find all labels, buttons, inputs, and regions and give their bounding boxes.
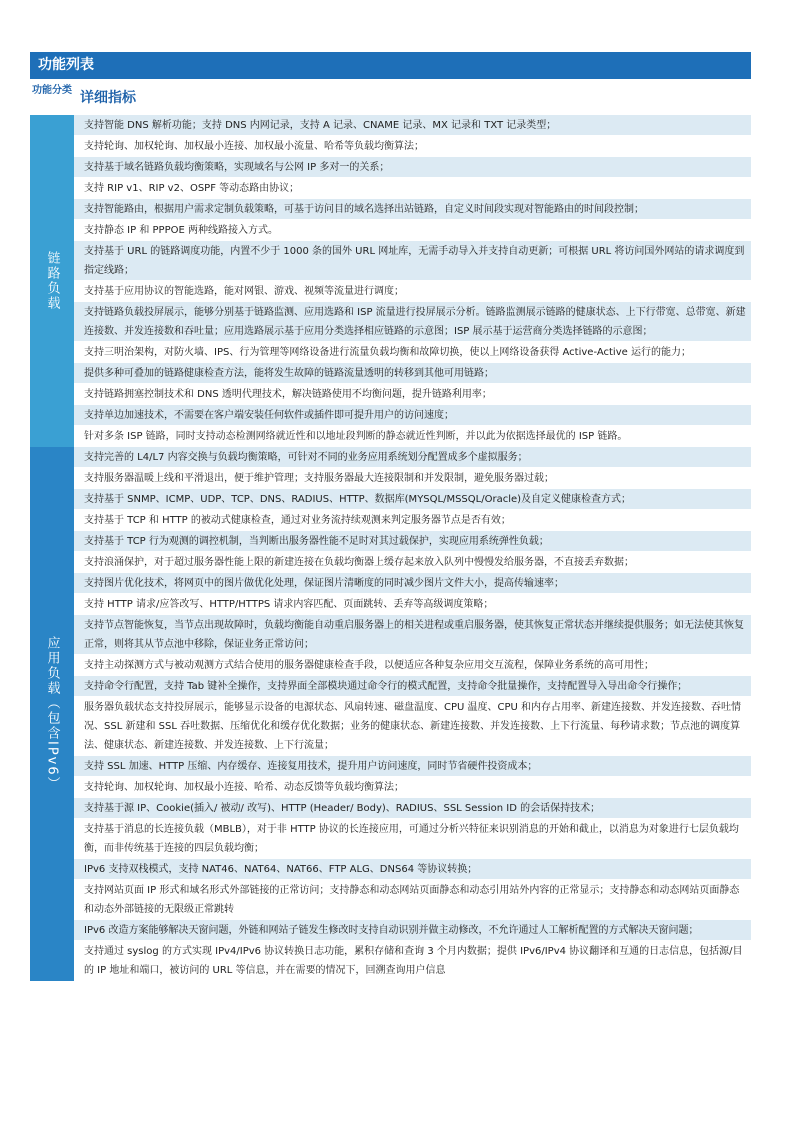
category-label: 应用负载（包含IPv6）: [44, 636, 60, 792]
table-row: 支持主动探测方式与被动观测方式结合使用的服务器健康检查手段，以便适应各种复杂应用交互流程，保障业务系统的高可用性；: [74, 655, 751, 676]
table-header: [30, 81, 751, 115]
table-row: IPv6 支持双栈模式，支持 NAT46、NAT64、NAT66、FTP ALG、DNS64 等协议转换；: [74, 859, 751, 880]
category-cell: [30, 115, 74, 447]
table-row: 支持基于 URL 的链路调度功能，内置不少于 1000 条的国外 URL 网址库，无需手动导入并支持自动更新；可根据 URL 将访问国外网站的请求调度到指定线路；: [74, 241, 751, 281]
feature-group: [30, 115, 751, 447]
table-row: 支持图片优化技术，将网页中的图片做优化处理，保证图片清晰度的同时减少图片文件大小，提高传输速率；: [74, 573, 751, 594]
table-row: 支持智能 DNS 解析功能；支持 DNS 内网记录，支持 A 记录、CNAME 记录、MX 记录和 TXT 记录类型；: [74, 115, 751, 136]
category-cell: [30, 447, 74, 981]
table-row: 支持链路拥塞控制技术和 DNS 透明代理技术，解决链路使用不均衡问题，提升链路利用率；: [74, 384, 751, 405]
table-row: 支持静态 IP 和 PPPOE 两种线路接入方式。: [74, 220, 751, 241]
table-row: 支持基于 TCP 和 HTTP 的被动式健康检查，通过对业务流持续观测来判定服务器节点是否有效；: [74, 510, 751, 531]
table-row: 支持轮询、加权轮询、加权最小连接、哈希、动态反馈等负载均衡算法；: [74, 777, 751, 798]
table-row: 服务器负载状态支持投屏展示，能够显示设备的电源状态、风扇转速、磁盘温度、CPU 温度、CPU 和内存占用率、新建连接数、并发连接数、吞吐情况、SSL 新建和 SSL 吞吐数据、压缩优化和缓存优化数据；业务的健康状态、新建连接数、并发连接数、上下行流量、每秒请求数；节点池的调度算法、健康状态、新建连接数、并发连接数、上下行流量；: [74, 697, 751, 756]
table-row: 支持 SSL 加速、HTTP 压缩、内存缓存、连接复用技术，提升用户访问速度，同时节省硬件投资成本；: [74, 756, 751, 777]
table-row: 支持节点智能恢复，当节点出现故障时，负载均衡能自动重启服务器上的相关进程或重启服务器，使其恢复正常状态并继续提供服务；如无法使其恢复正常，则将其从节点池中移除，保证业务正常访问；: [74, 615, 751, 655]
table-row: 支持单边加速技术，不需要在客户端安装任何软件或插件即可提升用户的访问速度；: [74, 405, 751, 426]
table-row: 支持命令行配置，支持 Tab 键补全操作，支持界面全部模块通过命令行的模式配置，支持命令批量操作，支持配置导入导出命令行操作；: [74, 676, 751, 697]
feature-group: [30, 447, 751, 981]
category-label: 链路负载: [44, 251, 60, 311]
table-row: 支持基于应用协议的智能选路，能对网银、游戏、视频等流量进行调度；: [74, 281, 751, 302]
table-row: 支持基于 TCP 行为观测的调控机制，当判断出服务器性能不足时对其过载保护，实现应用系统弹性负载；: [74, 531, 751, 552]
table-row: 支持基于域名链路负载均衡策略，实现域名与公网 IP 多对一的关系；: [74, 157, 751, 178]
table-row: 支持三明治架构，对防火墙、IPS、行为管理等网络设备进行流量负载均衡和故障切换，使以上网络设备获得 Active-Active 运行的能力；: [74, 342, 751, 363]
header-category: 功能分类: [32, 85, 72, 96]
header-detail: 详细指标: [80, 90, 136, 106]
table-row: 提供多种可叠加的链路健康检查方法，能将发生故障的链路流量透明的转移到其他可用链路；: [74, 363, 751, 384]
table-row: 支持基于消息的长连接负载（MBLB），对于非 HTTP 协议的长连接应用，可通过分析兴特征来识别消息的开始和截止，以消息为对象进行七层负载均衡，而非传统基于连接的四层负载均衡；: [74, 819, 751, 859]
table-row: 支持完善的 L4/L7 内容交换与负载均衡策略，可针对不同的业务应用系统划分配置成多个虚拟服务；: [74, 447, 751, 468]
table-row: 支持服务器温暖上线和平滑退出，便于维护管理；支持服务器最大连接限制和并发限制，避免服务器过载；: [74, 468, 751, 489]
table-row: 支持轮询、加权轮询、加权最小连接、加权最小流量、哈希等负载均衡算法；: [74, 136, 751, 157]
table-row: 支持浪涌保护，对于超过服务器性能上限的新建连接在负载均衡器上缓存起来放入队列中慢慢发给服务器，不直接丢弃数据；: [74, 552, 751, 573]
feature-table: [30, 115, 751, 981]
table-row: 支持通过 syslog 的方式实现 IPv4/IPv6 协议转换日志功能，累积存储和查询 3 个月内数据；提供 IPv6/IPv4 协议翻译和互通的日志信息，包括源/目的 IP 地址和端口，被访问的 URL 等信息，并在需要的情况下，回溯查询用户信息: [74, 941, 751, 981]
table-row: 支持 RIP v1、RIP v2、OSPF 等动态路由协议；: [74, 178, 751, 199]
table-row: 支持网站页面 IP 形式和域名形式外部链接的正常访问；支持静态和动态网站页面静态和动态引用站外内容的正常显示；支持静态和动态网站页面静态和动态外部链接的无限级正常跳转: [74, 880, 751, 920]
table-row: IPv6 改造方案能够解决天窗问题，外链和网站子链发生修改时支持自动识别并做主动修改，不允许通过人工解析配置的方式解决天窗问题；: [74, 920, 751, 941]
table-row: 支持链路负载投屏展示，能够分别基于链路监测、应用选路和 ISP 流量进行投屏展示分析。链路监测展示链路的健康状态、上下行带宽、总带宽、新建连接数、并发连接数和吞吐量；应用选路展示基于应用分类选择相应链路的示意图；ISP 展示基于运营商分类选择链路的示意图；: [74, 302, 751, 342]
table-row: 支持基于 SNMP、ICMP、UDP、TCP、DNS、RADIUS、HTTP、数据库(MYSQL/MSSQL/Oracle)及自定义健康检查方式；: [74, 489, 751, 510]
section-title: 功能列表: [30, 52, 751, 79]
table-row: 支持基于源 IP、Cookie(插入/ 被动/ 改写)、HTTP (Header/ Body)、RADIUS、SSL Session ID 的会话保持技术；: [74, 798, 751, 819]
table-row: 支持 HTTP 请求/应答改写、HTTP/HTTPS 请求内容匹配、页面跳转、丢弃等高级调度策略；: [74, 594, 751, 615]
table-row: 支持智能路由，根据用户需求定制负载策略，可基于访问目的域名选择出站链路，自定义时间段实现对智能路由的时间段控制；: [74, 199, 751, 220]
table-row: 针对多条 ISP 链路，同时支持动态检测网络就近性和以地址段判断的静态就近性判断，并以此为依据选择最优的 ISP 链路。: [74, 426, 751, 447]
